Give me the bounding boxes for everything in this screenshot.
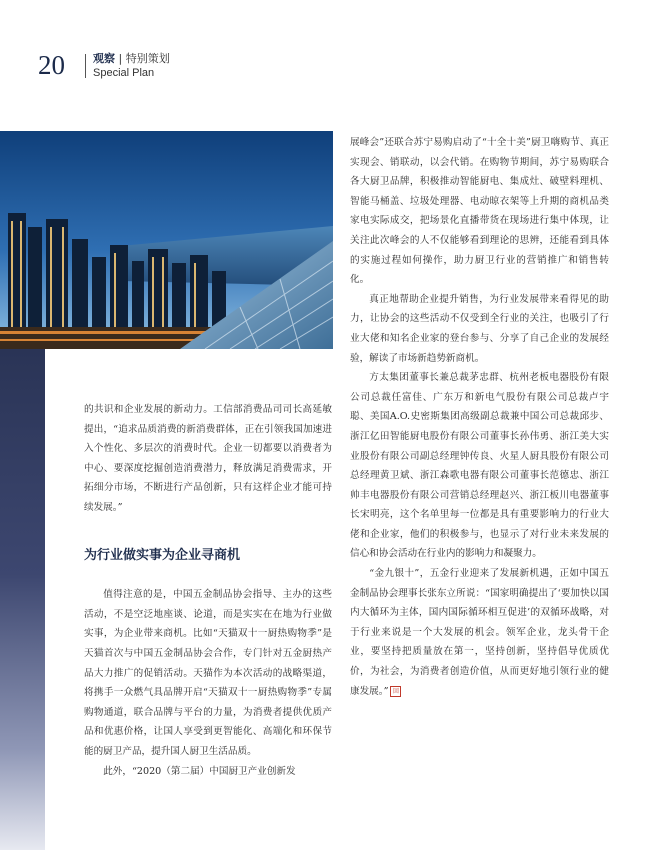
paragraph: 的共识和企业发展的新动力。工信部消费品司司长高延敏提出，“追求品质消费的新消费群体，正在引领我国加速进入个性化、多层次的消费时代。企业一切都要以消费者为中心、要深度挖掘创造消费潜力，释放满足消费需求，开拓细分市场，不断进行产品创新，只有这样企业才能可持续发展。” bbox=[84, 404, 332, 513]
paragraph bbox=[350, 564, 609, 701]
paragraph: 展峰会”还联合苏宁易购启动了“十全十美”厨卫嗨购节、真正实现会、销联动，以会代销。在购物节期间，苏宁易购联合各大厨卫品牌，积极推动智能厨电、集成灶、破壁料理机、智能马桶盖、垃圾处理器、电动晾衣架等上升期的商机品类家电实际成交，把场景化直播带货在现场进行集中体现，让关注此次峰会的人不仅能够看到理论的思辨，还能看到具体的实施过程如何操作，助力厨卫行业的营销推广和销售转化。 bbox=[350, 137, 609, 286]
paragraph: 此外，“2020（第二届）中国厨卫产业创新发 bbox=[103, 765, 296, 777]
paragraph: 方太集团董事长兼总裁茅忠群、杭州老板电器股份有限公司总裁任富佳、广东万和新电气股份有限公司总裁卢宇聪、美国A.O.史密斯集团高级副总裁兼中国公司总裁邱步、浙江亿田智能厨电股份有限公司董事长孙伟勇、浙江美大实业股份有限公司副总经理钟传良、火星人厨具股份有限公司总经理黄卫斌、浙江森歌电器有限公司董事长范德忠、浙江帅丰电器股份有限公司营销总经理赵兴、浙江板川电器董事长宋明亮，这个名单里每一位都是具有重要影响力的行业大佬和企业家，他们的积极参与，也显示了对行业未来发展的信心和协会活动在行业内的影响力和凝聚力。 bbox=[350, 372, 609, 560]
paragraph: 值得注意的是，中国五金制品协会指导、主办的这些活动，不是空泛地座谈、论道，而是实实在在地为行业做实事，为企业带来商机。比如“天猫双十一厨热购物季”是天猫首次与中国五金制品协会合作，专门针对五金厨热产品大力推广的促销活动。天猫作为本次活动的战略渠道，将携手一众燃气具品牌开启“天猫双十一厨热购物季”专属购物通道，联合品牌与平台的力量，为消费者提供优质产品和优惠价格，让国人享受到更智能化、高端化和环保节能的厨卫产品，提升国人厨卫生活品质。 bbox=[84, 589, 332, 757]
page-number: 20 bbox=[38, 50, 65, 80]
end-mark-icon: 回 bbox=[390, 686, 401, 697]
section-english: Special Plan bbox=[93, 67, 155, 79]
decorative-side-bar bbox=[0, 349, 45, 850]
header-divider bbox=[85, 54, 86, 78]
section-heading: 为行业做实事为企业寻商机 bbox=[84, 547, 241, 563]
section-label: 观察 bbox=[93, 52, 115, 65]
city-night-skyline-image bbox=[0, 131, 333, 349]
paragraph-text: “金九银十”，五金行业迎来了发展新机遇，正如中国五金制品协会理事长张东立所说：“国家明确提出了‘要加快以国内大循环为主体，国内国际循环相互促进’的双循环战略，对于行业来说是一个大发展的机会。领军企业，龙头骨干企业，要坚持把质量放在第一，坚持创新，坚持倡导优质优价，为社会，为消费者创造价值，从而更好地引领行业的健康发展。” bbox=[350, 568, 609, 697]
left-column bbox=[84, 400, 332, 781]
right-column bbox=[350, 133, 609, 701]
paragraph: 真正地帮助企业提升销售，为行业发展带来看得见的助力，让协会的这些活动不仅受到全行业的关注，也吸引了行业大佬和知名企业家的登台参与、分享了自己企业的发展经验，解读了市场新趋势新商机。 bbox=[350, 293, 609, 364]
header-section bbox=[93, 50, 170, 66]
subsection-label: 特别策划 bbox=[125, 52, 170, 65]
section-separator: | bbox=[118, 52, 123, 65]
